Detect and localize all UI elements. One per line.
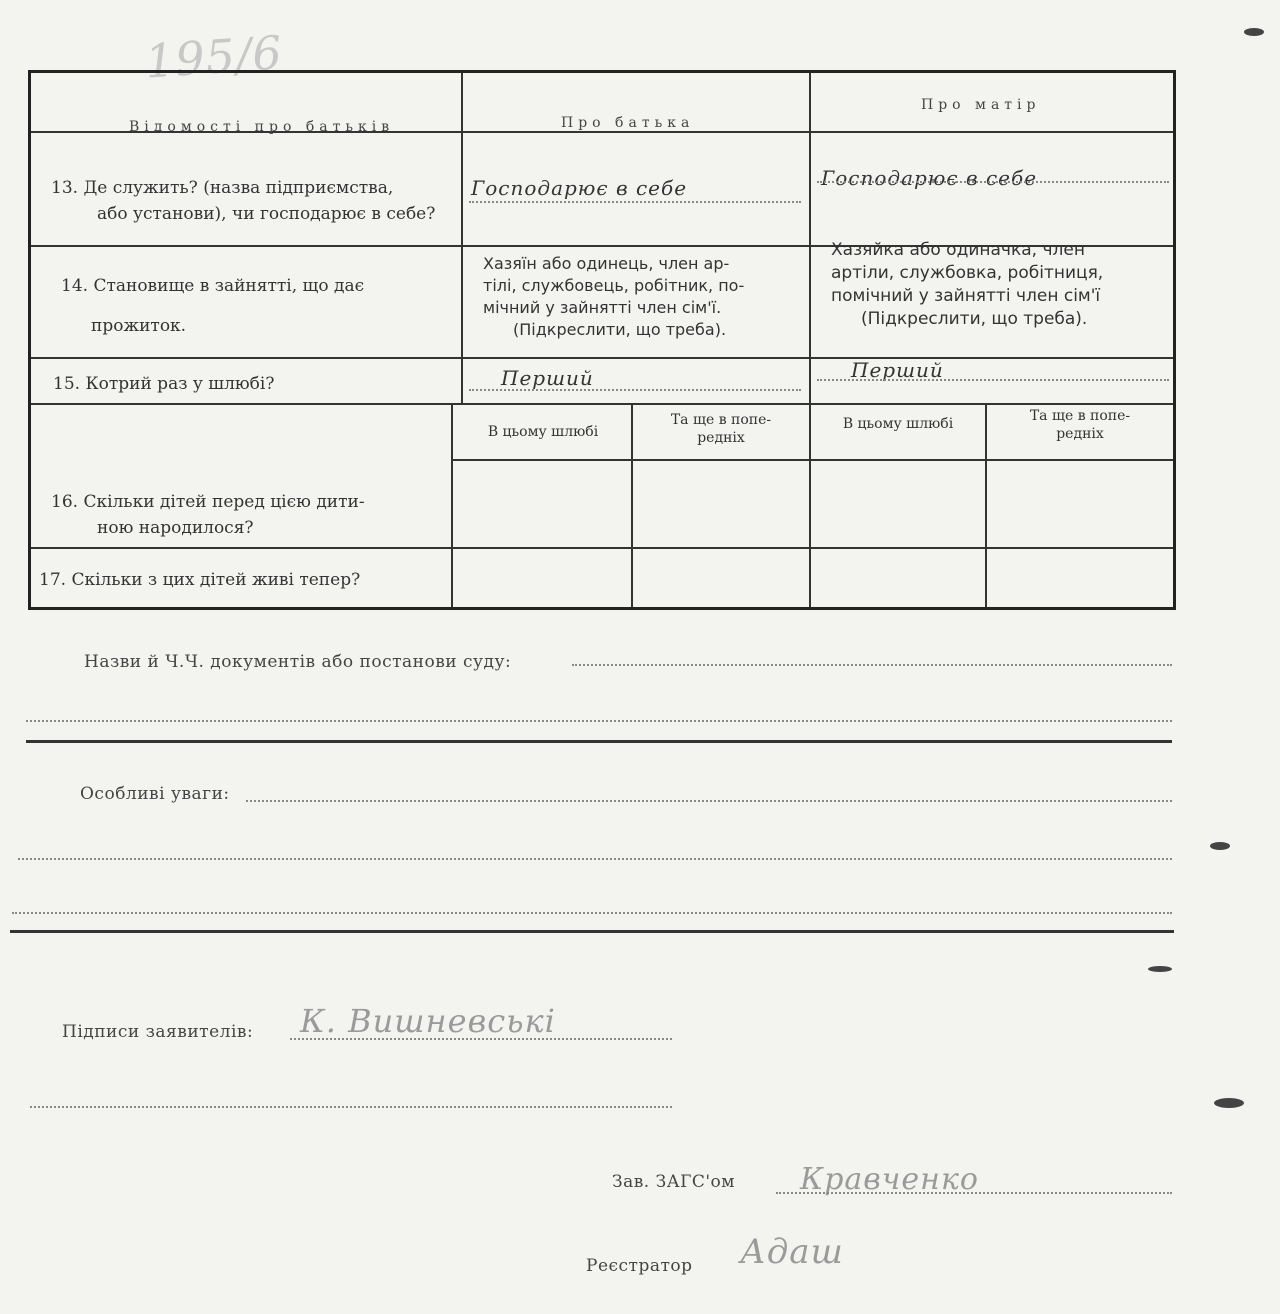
subheader-father-prev-line2: редніх (697, 430, 745, 446)
signature-line-1 (290, 1038, 672, 1040)
paper-blemish (1148, 966, 1172, 972)
q14-father-line3: мічний у зайнятті член сім'ї. (483, 298, 722, 317)
row-divider (31, 547, 1173, 549)
documents-line-2 (26, 720, 1172, 722)
head-registry-signature: Кравченко (800, 1162, 979, 1197)
q14-father-line1: Хазяїн або одинець, член ар- (483, 254, 730, 273)
subheader-father-prev (633, 411, 809, 447)
q15-label: 15. Котрий раз у шлюбі? (53, 374, 275, 394)
row-divider (31, 357, 1173, 359)
col-divider (451, 403, 453, 607)
head-registry-label: Зав. ЗАГС'ом (612, 1172, 735, 1192)
signatures-label: Підписи заявителів: (62, 1022, 254, 1042)
header-mother: Про матір (921, 97, 1041, 113)
documents-label: Назви й Ч.Ч. документів або постанови суду: (84, 652, 512, 672)
q13-father-line (469, 201, 801, 203)
remarks-label: Особливі уваги: (80, 784, 230, 804)
q14-father-options (483, 253, 744, 341)
paper-blemish (1210, 842, 1230, 850)
q13-mother-answer: Господарює в себе (821, 166, 1038, 190)
subheader-divider (451, 459, 1173, 461)
subheader-mother-this: В цьому шлюбі (842, 416, 954, 432)
subheader-father-this: В цьому шлюбі (487, 424, 599, 440)
q15-father-answer: Перший (501, 366, 594, 390)
q13-label-line2: або установи), чи господарює в себе? (97, 204, 436, 224)
q13-father-answer: Господарює в себе (471, 176, 688, 200)
q14-mother-line1: Хазяйка або одиначка, член (831, 240, 1085, 260)
q15-father-line (469, 389, 801, 391)
q14-label-line2: прожиток. (91, 316, 187, 336)
header-father: Про батька (561, 115, 695, 131)
subheader-mother-prev-line1: Та ще в попе- (1029, 408, 1131, 424)
section-divider (10, 930, 1174, 933)
head-signature-line (776, 1192, 1172, 1194)
col-divider (809, 73, 811, 607)
q15-mother-line (817, 379, 1169, 381)
remarks-line-3 (12, 912, 1172, 914)
applicant-signature: К. Вишневські (300, 1002, 556, 1040)
header-parents-info: Відомості про батьків (129, 119, 395, 135)
q14-mother-line4: (Підкреслити, що треба). (861, 309, 1088, 329)
signature-line-2 (30, 1106, 672, 1108)
paper-blemish (1214, 1098, 1244, 1108)
remarks-line-2 (18, 858, 1172, 860)
remarks-line-1 (246, 800, 1172, 802)
q16-label-line2: ною народилося? (97, 518, 254, 538)
section-divider (26, 740, 1172, 743)
archive-number: 195/6 (143, 25, 285, 89)
q15-mother-answer: Перший (851, 358, 944, 382)
subheader-mother-prev-line2: редніх (1056, 426, 1104, 442)
q14-father-line2: тілі, службовець, робітник, по- (483, 276, 745, 295)
paper-blemish (1244, 28, 1264, 36)
q14-mother-line2: артіли, службовка, робітниця, (831, 263, 1104, 283)
q17-label: 17. Скільки з цих дітей живі тепер? (39, 570, 361, 590)
parents-info-table (28, 70, 1176, 610)
q13-label-line1: 13. Де служить? (назва підприємства, (51, 178, 394, 198)
q14-father-line4: (Підкреслити, що треба). (513, 320, 727, 339)
subheader-father-prev-line1: Та ще в попе- (670, 412, 772, 428)
registrar-signature: Адаш (740, 1232, 844, 1272)
subheader-mother-prev (987, 403, 1173, 443)
q14-mother-line3: помічний у зайнятті член сім'ї (831, 286, 1101, 306)
q14-mother-options (831, 239, 1103, 331)
q13-mother-line (817, 181, 1169, 183)
col-divider (461, 73, 463, 403)
q16-label-line1: 16. Скільки дітей перед цією дити- (51, 492, 365, 512)
documents-line-1 (572, 664, 1172, 666)
registrar-label: Реєстратор (586, 1256, 693, 1276)
q14-label-line1: 14. Становище в зайнятті, що дає (61, 276, 365, 296)
